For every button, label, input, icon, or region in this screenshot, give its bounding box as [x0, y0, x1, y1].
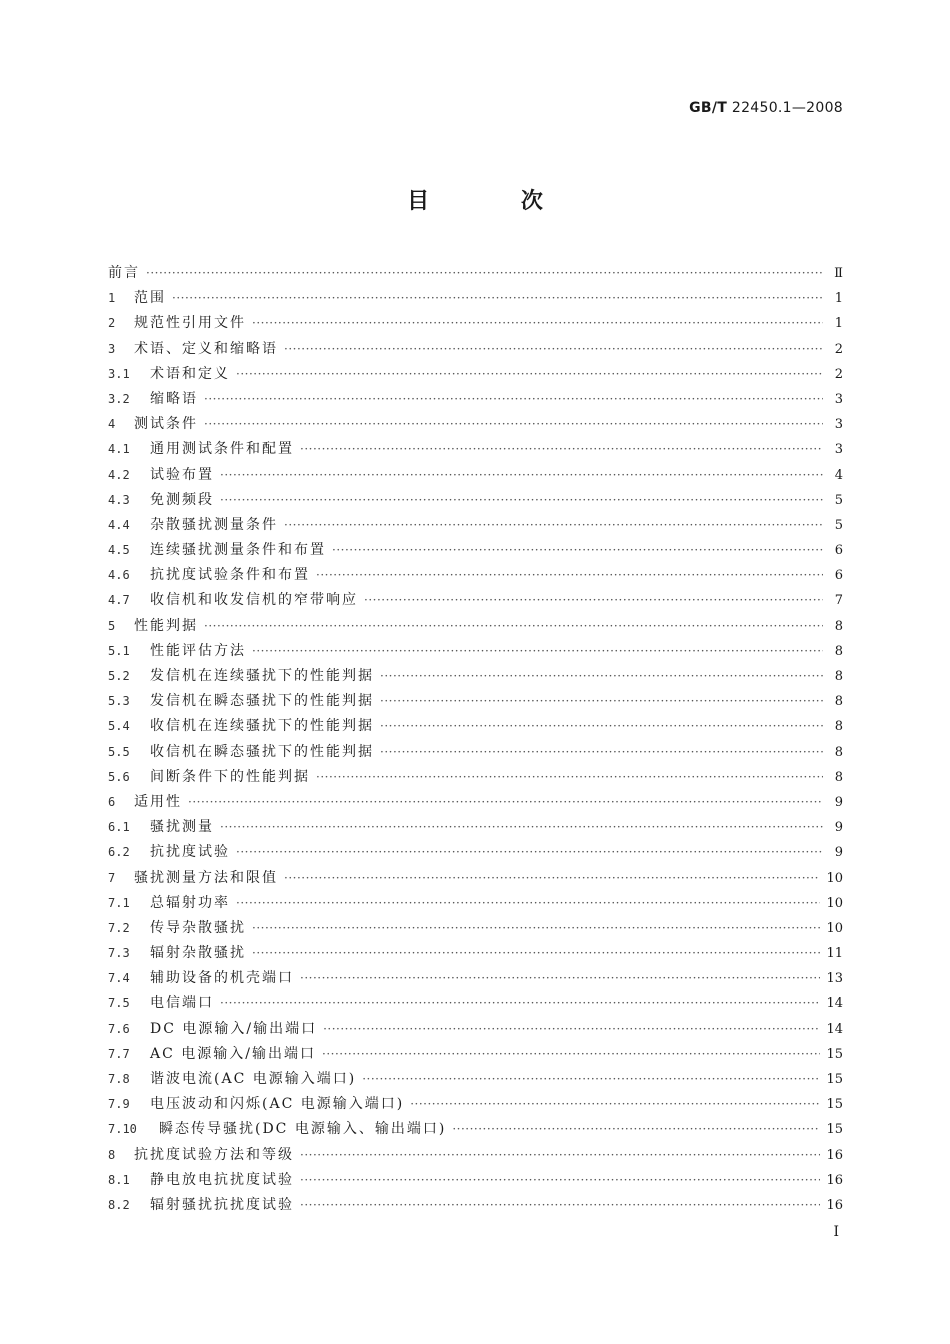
- toc-entry[interactable]: [108, 689, 843, 714]
- toc-entry[interactable]: [108, 916, 843, 941]
- toc-entry-page: 15: [826, 1122, 843, 1138]
- dot-leader: [332, 538, 823, 563]
- dot-leader: [300, 437, 823, 462]
- dot-leader: [284, 337, 823, 362]
- toc-entry-label: 发信机在连续骚扰下的性能判据: [150, 668, 374, 684]
- toc-entry-label: 总辐射功率: [150, 894, 230, 911]
- toc-entry-number: 7: [108, 870, 116, 885]
- toc-entry-page: 16: [826, 1197, 843, 1213]
- toc-entry-label: 通用测试条件和配置: [150, 441, 294, 458]
- toc-entry-label: 收信机在连续骚扰下的性能判据: [150, 718, 374, 735]
- toc-entry[interactable]: [108, 1117, 843, 1142]
- toc-entry[interactable]: [108, 488, 843, 513]
- dot-leader: [252, 311, 823, 336]
- toc-entry-number: 7.2: [108, 920, 130, 935]
- toc-entry-label: 测试条件: [134, 416, 198, 433]
- toc-entry-label: 范围: [134, 290, 166, 307]
- toc-entry[interactable]: [108, 866, 843, 891]
- toc-entry[interactable]: [108, 714, 843, 739]
- toc-entry-number: 7.9: [108, 1097, 130, 1112]
- toc-entry[interactable]: [108, 1168, 843, 1193]
- toc-entry-page: 8: [834, 618, 843, 634]
- toc-entry-page: 15: [826, 1097, 843, 1113]
- toc-entry[interactable]: [108, 790, 843, 815]
- toc-entry-number: 7.1: [108, 895, 130, 910]
- toc-entry-label: 辐射骚扰抗扰度试验: [150, 1196, 294, 1213]
- toc-entry-number: 6.1: [108, 820, 130, 835]
- dot-leader: [380, 714, 823, 739]
- toc-entry-number: 7.5: [108, 996, 130, 1011]
- toc-entry-page: 8: [834, 669, 843, 684]
- toc-entry[interactable]: [108, 1067, 843, 1092]
- toc-entry-number: 8.1: [108, 1172, 130, 1187]
- toc-entry-page: 2: [834, 366, 843, 382]
- toc-entry-label: 杂散骚扰测量条件: [150, 516, 278, 533]
- toc-entry-number: 5.5: [108, 744, 130, 759]
- dot-leader: [220, 488, 823, 513]
- toc-entry-number: 1: [108, 291, 116, 306]
- toc-entry[interactable]: [108, 463, 843, 488]
- dot-leader: [172, 286, 823, 311]
- dot-leader: [300, 1143, 820, 1168]
- page-number: I: [833, 1224, 839, 1240]
- toc-entry-label: 静电放电抗扰度试验: [150, 1171, 294, 1188]
- toc-entry-label: 试验布置: [150, 466, 214, 483]
- dot-leader: [380, 740, 823, 765]
- dot-leader: [188, 790, 823, 815]
- toc-entry-page: Ⅱ: [834, 266, 843, 281]
- toc-entry-label: 间断条件下的性能判据: [150, 768, 310, 785]
- toc-entry-label: 谐波电流(AC 电源输入端口): [150, 1071, 357, 1087]
- toc-entry-number: 5.4: [108, 719, 130, 734]
- toc-entry-label: 辅助设备的机壳端口: [150, 970, 294, 987]
- dot-leader: [284, 866, 820, 891]
- toc-entry-number: 4.1: [108, 442, 130, 457]
- toc-entry[interactable]: [108, 286, 843, 311]
- toc-entry-label: 收信机和收发信机的窄带响应: [150, 592, 358, 609]
- toc-entry-label: 电信端口: [150, 995, 214, 1012]
- toc-entry[interactable]: [108, 765, 843, 790]
- toc-entry[interactable]: [108, 1143, 843, 1168]
- dot-leader: [284, 513, 823, 538]
- toc-entry-page: 5: [834, 492, 843, 508]
- dot-leader: [300, 966, 820, 991]
- toc-entry-number: 5.2: [108, 669, 130, 683]
- toc-entry-number: 5: [108, 618, 116, 633]
- dot-leader: [204, 614, 823, 639]
- dot-leader: [362, 1067, 820, 1092]
- toc-entry-label: 电压波动和闪烁(AC 电源输入端口): [150, 1096, 405, 1113]
- toc-entry-label: 规范性引用文件: [134, 315, 246, 332]
- dot-leader: [452, 1117, 820, 1142]
- toc-entry-number: 2: [108, 316, 116, 331]
- toc-entry[interactable]: [108, 966, 843, 991]
- toc-entry-page: 9: [834, 820, 843, 836]
- toc-entry[interactable]: [108, 815, 843, 840]
- toc-entry-page: 6: [834, 543, 843, 559]
- dot-leader: [300, 1168, 820, 1193]
- toc-entry[interactable]: [108, 664, 843, 689]
- toc-entry-label: 发信机在瞬态骚扰下的性能判据: [150, 693, 374, 710]
- dot-leader: [300, 1193, 820, 1218]
- toc-entry-label: AC 电源输入/输出端口: [150, 1045, 316, 1062]
- toc-entry-number: 4.7: [108, 593, 130, 608]
- dot-leader: [316, 563, 823, 588]
- toc-entry[interactable]: [108, 639, 843, 664]
- toc-entry-page: 16: [826, 1147, 843, 1163]
- dot-leader: [204, 387, 823, 412]
- dot-leader: [380, 689, 823, 714]
- toc-entry-page: 10: [826, 870, 843, 886]
- toc-entry-number: 3: [108, 341, 116, 356]
- toc-entry-label: 传导杂散骚扰: [150, 919, 246, 936]
- toc-entry-page: 4: [834, 467, 843, 483]
- toc-entry-number: 7.6: [108, 1021, 130, 1036]
- toc-entry-number: 8: [108, 1147, 116, 1162]
- toc-entry-page: 15: [826, 1046, 843, 1062]
- toc-entry-number: 6.2: [108, 845, 130, 860]
- toc-entry-page: 8: [834, 694, 843, 710]
- toc-entry-page: 11: [826, 946, 843, 962]
- toc-entry-label: 骚扰测量: [150, 819, 214, 836]
- toc-entry-label: 瞬态传导骚扰(DC 电源输入、输出端口): [159, 1121, 447, 1138]
- toc-entry[interactable]: [108, 513, 843, 538]
- toc-entry[interactable]: [108, 362, 843, 387]
- toc-entry-number: 8.2: [108, 1197, 130, 1212]
- toc-entry-number: 5.6: [108, 769, 130, 784]
- toc-entry[interactable]: [108, 614, 843, 639]
- toc-entry[interactable]: [108, 1092, 843, 1117]
- toc-entry-number: 4: [108, 417, 116, 432]
- toc-entry-label: 连续骚扰测量条件和布置: [150, 542, 326, 559]
- toc-entry-page: 8: [834, 719, 843, 735]
- dot-leader: [410, 1092, 820, 1117]
- toc-entry[interactable]: [108, 1017, 843, 1042]
- toc-entry-label: 前言: [108, 265, 140, 281]
- toc-entry-label: 辐射杂散骚扰: [150, 945, 246, 962]
- dot-leader: [323, 1017, 820, 1042]
- toc-entry-page: 16: [826, 1172, 843, 1188]
- toc-entry-number: 4.3: [108, 492, 130, 507]
- toc-entry-page: 9: [834, 845, 843, 861]
- toc-entry[interactable]: [108, 311, 843, 336]
- dot-leader: [236, 891, 820, 916]
- toc-entry[interactable]: [108, 261, 843, 286]
- toc-entry-number: 5.3: [108, 694, 130, 709]
- toc-entry[interactable]: [108, 563, 843, 588]
- dot-leader: [316, 765, 823, 790]
- toc-entry-page: 10: [826, 895, 843, 911]
- dot-leader: [220, 991, 820, 1016]
- toc-entry-page: 3: [834, 442, 843, 458]
- dot-leader: [220, 463, 823, 488]
- toc-entry-page: 14: [826, 1021, 843, 1037]
- toc-entry-label: 收信机在瞬态骚扰下的性能判据: [150, 743, 374, 760]
- toc-entry-label: 缩略语: [150, 390, 198, 407]
- toc-entry-page: 5: [834, 517, 843, 533]
- toc-entry[interactable]: [108, 437, 843, 462]
- toc-entry-number: 3.2: [108, 391, 130, 406]
- toc-entry-label: 术语和定义: [150, 365, 230, 382]
- toc-entry-number: 7.3: [108, 946, 130, 961]
- toc-entry-label: 术语、定义和缩略语: [134, 340, 278, 357]
- toc-entry-label: 骚扰测量方法和限值: [134, 869, 278, 886]
- toc-entry-page: 7: [834, 593, 843, 609]
- toc-entry-page: 8: [834, 769, 843, 785]
- toc-entry[interactable]: [108, 840, 843, 865]
- toc-entry[interactable]: [108, 412, 843, 437]
- toc-entry-label: 性能评估方法: [150, 642, 246, 659]
- dot-leader: [322, 1042, 820, 1067]
- toc-entry-page: 14: [826, 996, 843, 1012]
- toc-entry-page: 2: [834, 341, 843, 357]
- toc-entry-page: 13: [826, 971, 843, 987]
- dot-leader: [236, 840, 823, 865]
- toc-entry-page: 9: [834, 794, 843, 810]
- dot-leader: [220, 815, 823, 840]
- toc-entry[interactable]: [108, 1042, 843, 1067]
- dot-leader: [380, 664, 823, 689]
- toc-entry-number: 7.8: [108, 1072, 130, 1086]
- dot-leader: [252, 916, 820, 941]
- toc-entry-page: 10: [826, 920, 843, 936]
- toc-entry-number: 4.5: [108, 543, 130, 558]
- toc-entry[interactable]: [108, 991, 843, 1016]
- toc-entry[interactable]: [108, 740, 843, 765]
- dot-leader: [204, 412, 823, 437]
- toc-entry-label: 抗扰度试验: [150, 844, 230, 861]
- toc-entry-page: 6: [834, 568, 843, 584]
- toc-entry-number: 4.6: [108, 568, 130, 583]
- dot-leader: [146, 261, 823, 286]
- toc-entry-number: 4.4: [108, 517, 130, 532]
- page-title: 目 次: [407, 189, 585, 214]
- toc-entry-page: 8: [834, 643, 843, 659]
- toc-entry-number: 7.7: [108, 1046, 130, 1061]
- table-of-contents: [108, 261, 843, 1218]
- toc-entry[interactable]: [108, 941, 843, 966]
- toc-entry[interactable]: [108, 538, 843, 563]
- toc-entry[interactable]: [108, 891, 843, 916]
- standard-code: [689, 100, 843, 116]
- toc-entry-number: 7.4: [108, 971, 130, 986]
- toc-entry-number: 4.2: [108, 467, 130, 482]
- toc-entry-number: 5.1: [108, 643, 130, 658]
- toc-entry-number: 7.10: [108, 1122, 137, 1137]
- toc-entry-label: 抗扰度试验条件和布置: [150, 567, 310, 584]
- toc-entry[interactable]: [108, 337, 843, 362]
- toc-entry-page: 3: [834, 417, 843, 433]
- toc-entry[interactable]: [108, 1193, 843, 1218]
- standard-prefix: GB/T: [689, 100, 728, 116]
- toc-entry-page: 1: [834, 316, 843, 332]
- dot-leader: [252, 639, 823, 664]
- toc-entry-label: 适用性: [134, 793, 182, 810]
- toc-entry[interactable]: [108, 588, 843, 613]
- toc-entry-label: DC 电源输入/输出端口: [150, 1020, 318, 1037]
- toc-entry-page: 3: [834, 391, 843, 407]
- toc-entry-page: 15: [826, 1072, 843, 1087]
- dot-leader: [252, 941, 820, 966]
- toc-entry-label: 免测频段: [150, 491, 214, 508]
- toc-entry-page: 1: [834, 291, 843, 307]
- toc-entry[interactable]: [108, 387, 843, 412]
- toc-entry-page: 8: [834, 744, 843, 760]
- toc-entry-label: 抗扰度试验方法和等级: [134, 1146, 294, 1163]
- toc-entry-number: 6: [108, 794, 116, 809]
- dot-leader: [236, 362, 823, 387]
- toc-entry-label: 性能判据: [134, 617, 198, 634]
- toc-entry-number: 3.1: [108, 366, 130, 381]
- dot-leader: [364, 588, 823, 613]
- standard-number: 22450.1—2008: [731, 100, 843, 116]
